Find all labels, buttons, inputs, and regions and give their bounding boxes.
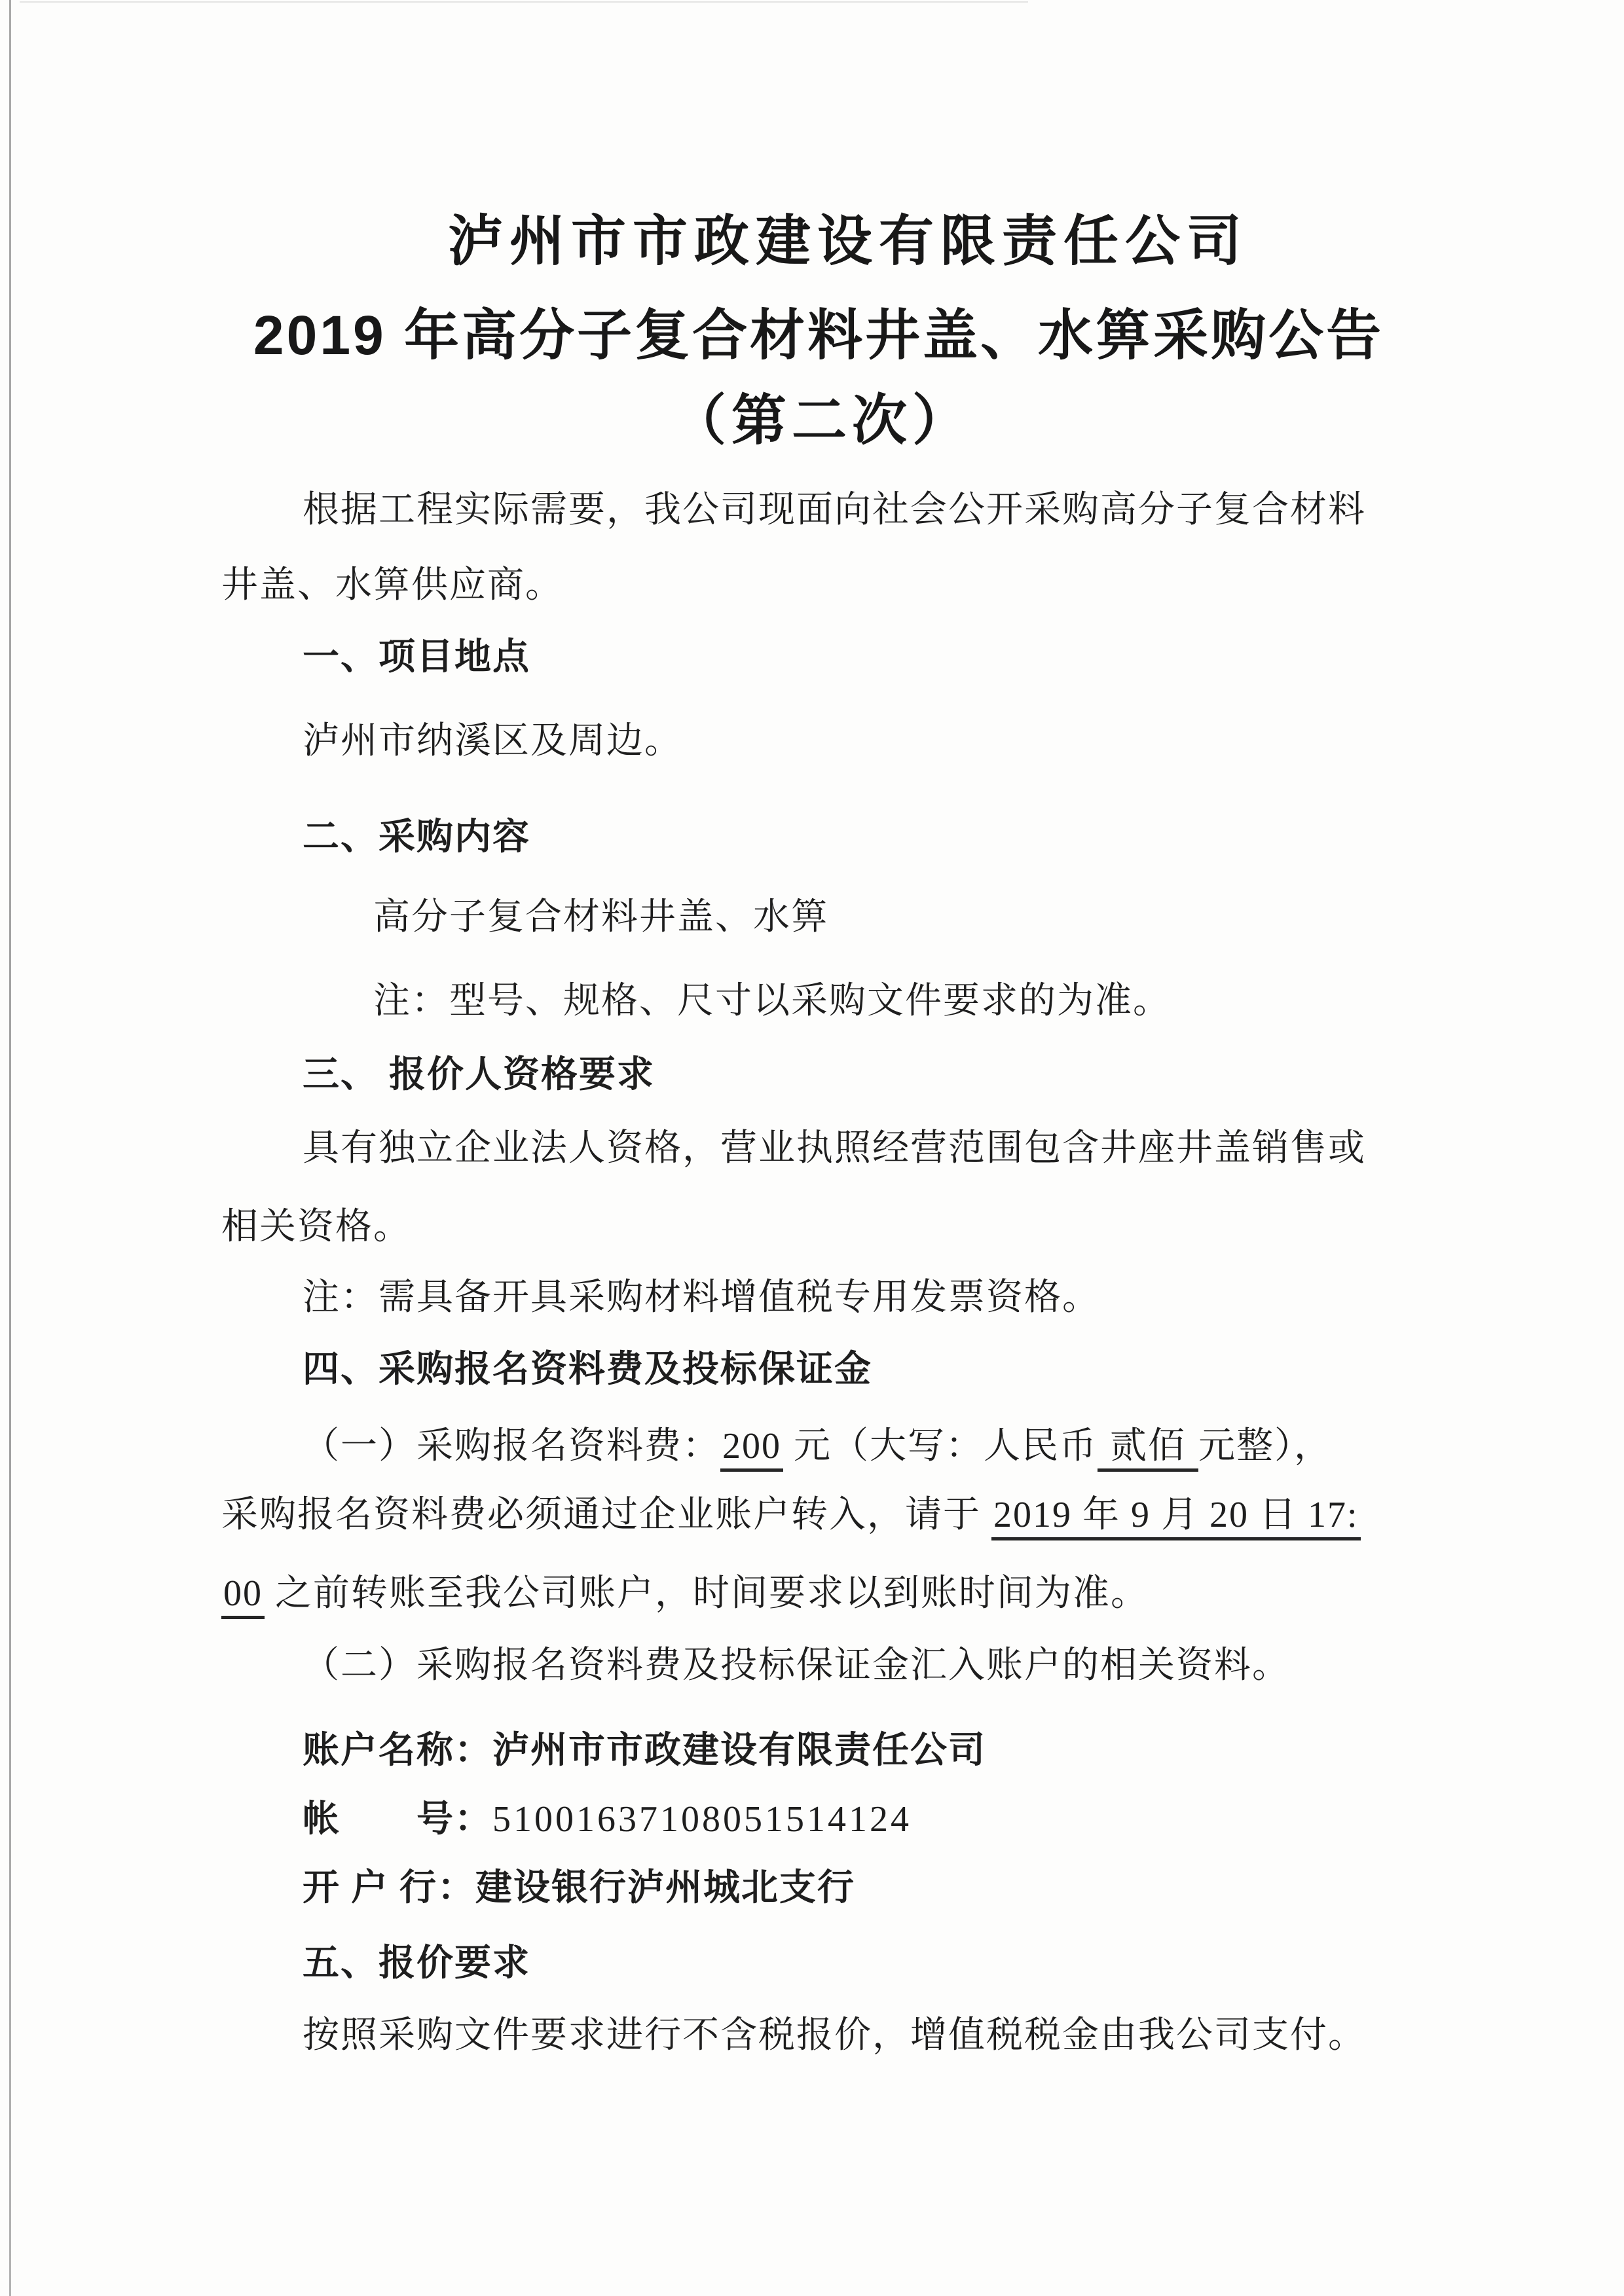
fee-amount-underlined: 200 xyxy=(720,1426,783,1472)
doc-title-company: 泸州市市政建设有限责任公司 xyxy=(447,210,1248,272)
account-number-label: 帐 号： xyxy=(303,1799,492,1840)
transfer-line-suffix: 之前转账至我公司账户，时间要求以到账时间为准。 xyxy=(265,1573,1149,1614)
section-3-line-1: 具有独立企业法人资格，营业执照经营范围包含井座井盖销售或 xyxy=(303,1128,1366,1169)
section-3-line-2: 相关资格。 xyxy=(221,1207,411,1247)
section-2-note: 注：型号、规格、尺寸以采购文件要求的为准。 xyxy=(373,981,1171,1021)
fee-amount-cn-underlined: 贰佰 xyxy=(1098,1426,1198,1472)
bank-value: 建设银行泸州城北支行 xyxy=(475,1868,855,1908)
fee-line xyxy=(303,1423,1332,1469)
account-number-line xyxy=(303,1796,912,1842)
account-number-value: 51001637108051514124 xyxy=(492,1799,912,1840)
transfer-deadline-underlined: 2019 年 9 月 20 日 17: xyxy=(991,1495,1361,1540)
transfer-line-1 xyxy=(221,1492,1361,1538)
section-1-body: 泸州市纳溪区及周边。 xyxy=(303,721,682,761)
account-name-label: 账户名称： xyxy=(303,1730,492,1771)
fee-line-mid: 元（大写：人民币 xyxy=(783,1426,1098,1467)
account-name-line xyxy=(303,1728,986,1774)
section-4-heading: 四、采购报名资料费及投标保证金 xyxy=(303,1349,872,1390)
bank-label: 开 户 行： xyxy=(303,1868,475,1908)
fee-line-prefix: （一）采购报名资料费： xyxy=(303,1426,720,1467)
fee-line-suffix: 元整）， xyxy=(1198,1426,1332,1467)
section-1-heading: 一、项目地点 xyxy=(303,637,530,678)
scan-top-edge-artifact xyxy=(20,1,1028,3)
account-name-value: 泸州市市政建设有限责任公司 xyxy=(492,1730,986,1771)
section-5-heading: 五、报价要求 xyxy=(303,1943,530,1984)
bank-line xyxy=(303,1865,855,1911)
transfer-deadline-tail-underlined: 00 xyxy=(221,1573,265,1619)
intro-line-2: 井盖、水箅供应商。 xyxy=(221,565,563,606)
section-3-heading: 三、 报价人资格要求 xyxy=(303,1055,655,1095)
section-3-note: 注：需具备开具采购材料增值税专用发票资格。 xyxy=(303,1277,1100,1318)
transfer-line-prefix: 采购报名资料费必须通过企业账户转入，请于 xyxy=(221,1495,991,1535)
section-2-heading: 二、采购内容 xyxy=(303,817,530,858)
section-2-item: 高分子复合材料井盖、水箅 xyxy=(373,897,829,938)
intro-line-1: 根据工程实际需要，我公司现面向社会公开采购高分子复合材料 xyxy=(303,490,1366,530)
section-4-item-2: （二）采购报名资料费及投标保证金汇入账户的相关资料。 xyxy=(303,1645,1290,1686)
doc-title-round: （第二次） xyxy=(671,390,972,452)
section-5-body: 按照采购文件要求进行不含税报价，增值税税金由我公司支付。 xyxy=(303,2015,1366,2056)
transfer-line-2 xyxy=(221,1571,1149,1616)
doc-title-subject: 2019 年高分子复合材料井盖、水箅采购公告 xyxy=(253,304,1384,367)
